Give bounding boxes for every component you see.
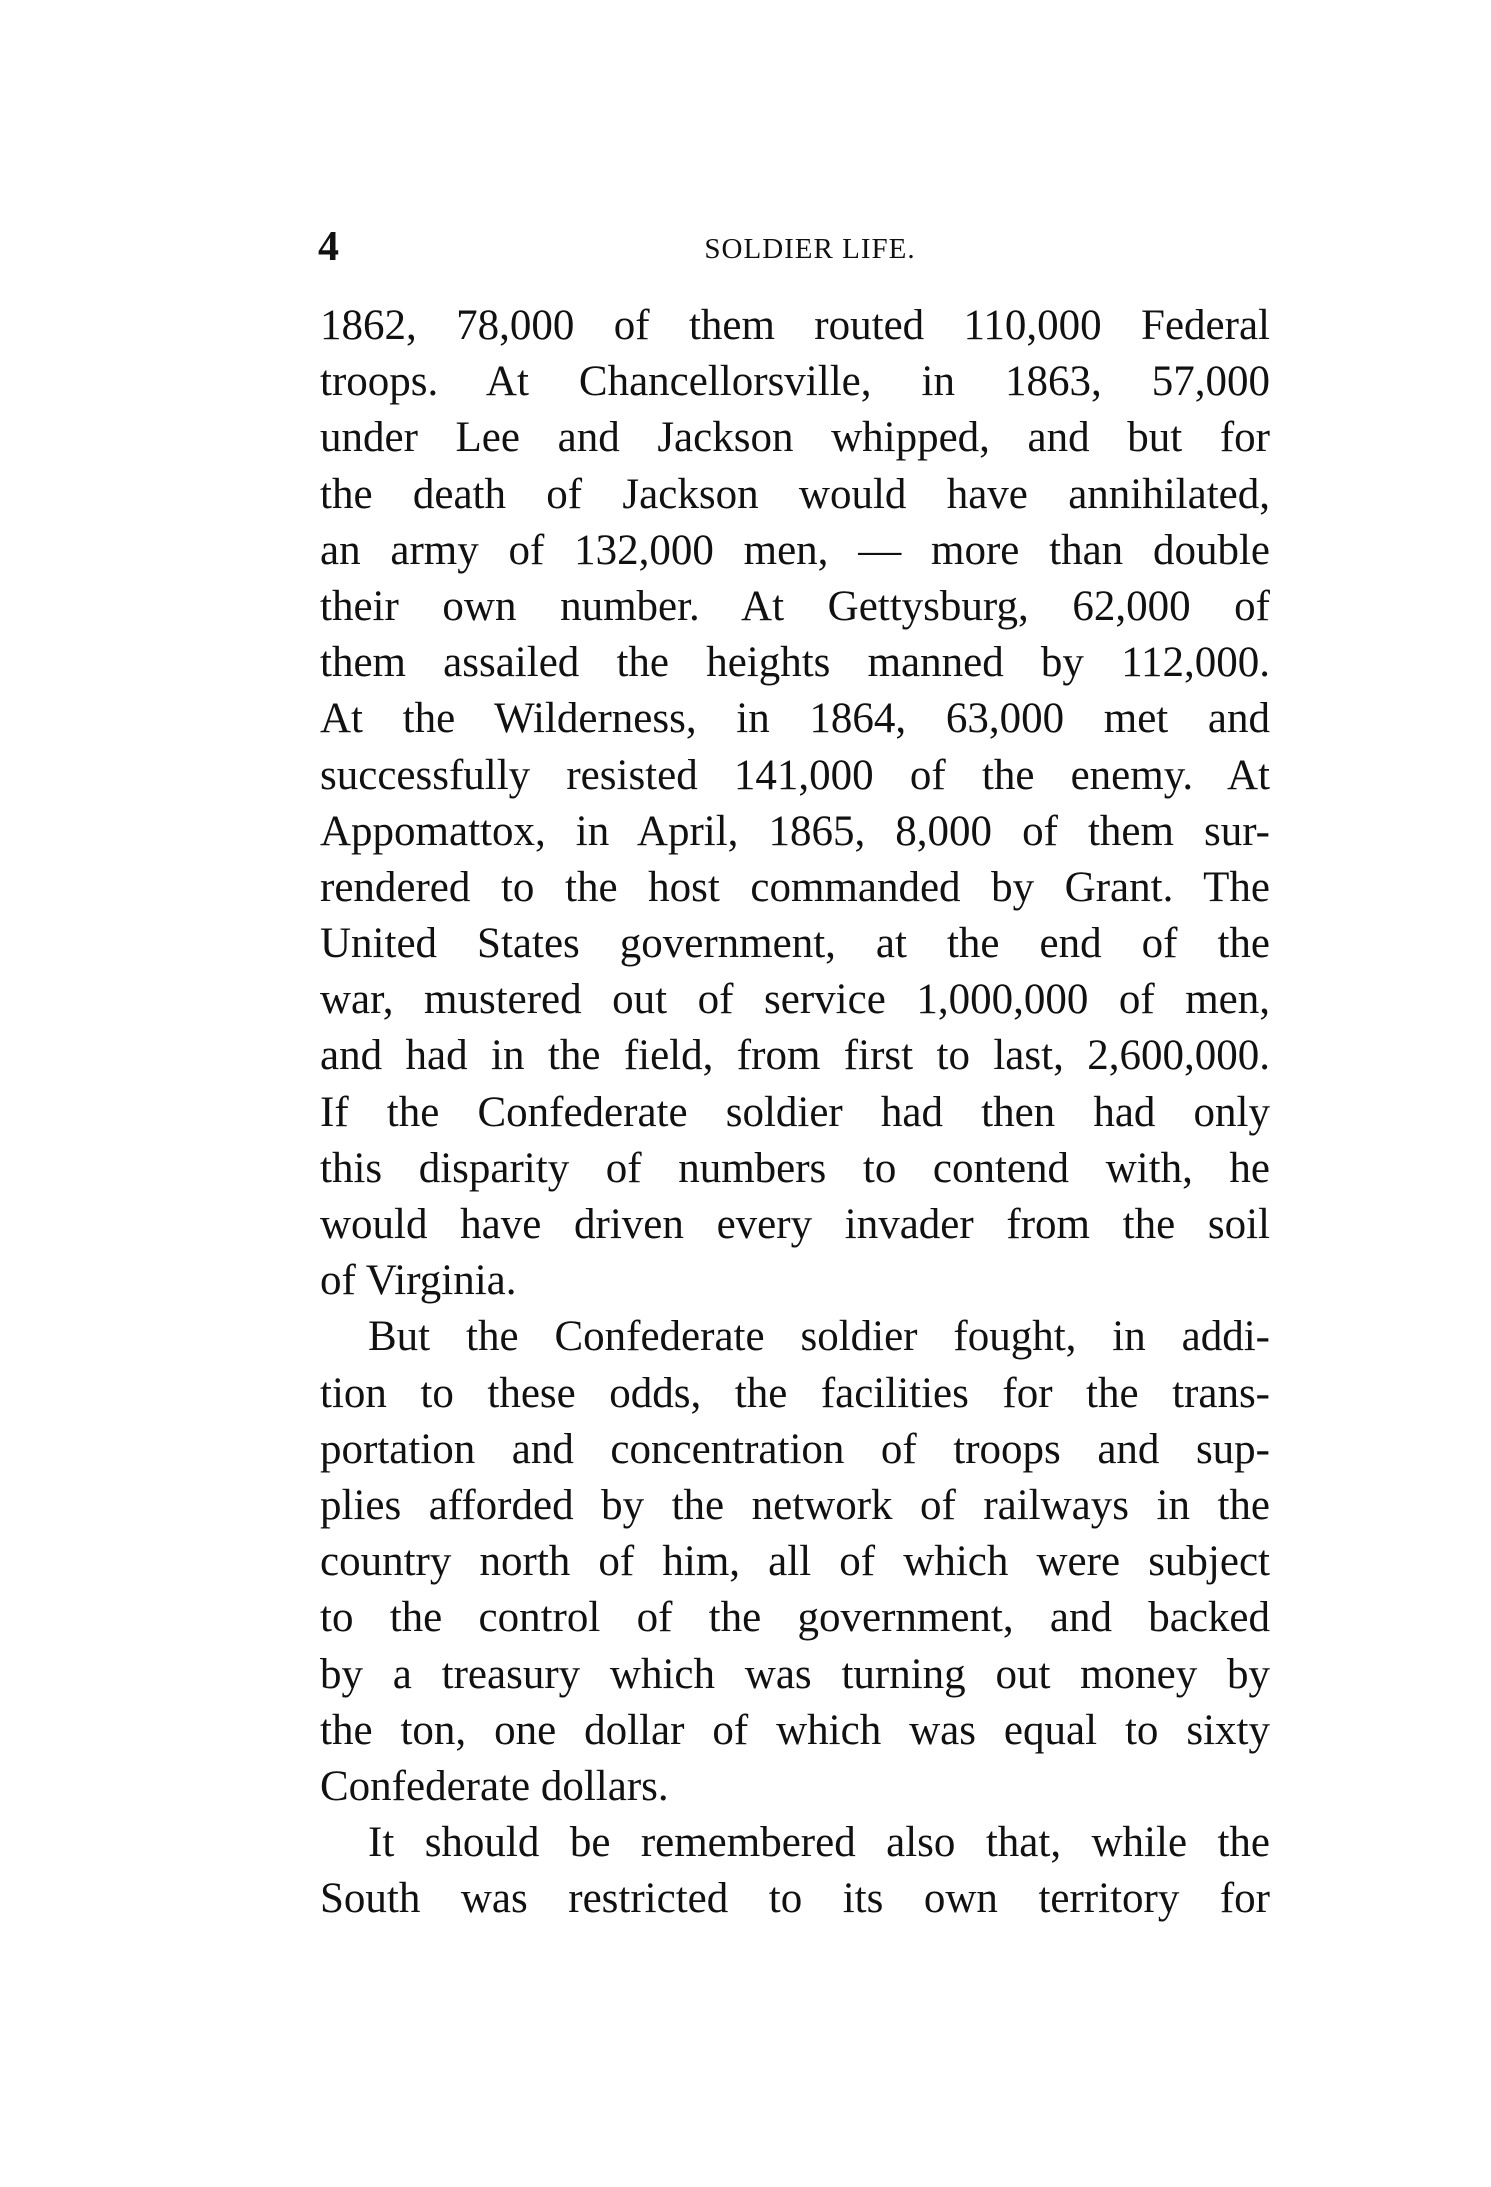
text-line: an army of 132,000 men, — more than double [320, 526, 1270, 574]
text-line: plies afforded by the network of railways in the [320, 1481, 1270, 1529]
paragraph [320, 298, 1270, 1309]
text-line: under Lee and Jackson whipped, and but for [320, 414, 1270, 462]
page-number: 4 [318, 224, 339, 270]
text-line: and had in the field, from first to last, 2,600,000. [320, 1032, 1270, 1080]
text-line: successfully resisted 141,000 of the enemy. At [320, 751, 1270, 799]
paragraph [320, 1815, 1270, 1927]
text-line: this disparity of numbers to contend with, he [320, 1144, 1270, 1192]
running-title: SOLDIER LIFE. [704, 233, 916, 265]
text-line: country north of him, all of which were subject [320, 1538, 1270, 1586]
text-line: of Virginia. [320, 1257, 517, 1305]
text-line: their own number. At Gettysburg, 62,000 of [320, 582, 1270, 630]
text-line: the ton, one dollar of which was equal to sixty [320, 1706, 1270, 1754]
text-line: the death of Jackson would have annihilated, [320, 470, 1270, 518]
text-line: Confederate dollars. [320, 1762, 669, 1810]
text-line: them assailed the heights manned by 112,000. [320, 639, 1270, 687]
page-header [318, 222, 1272, 272]
text-line: tion to these odds, the facilities for the trans- [320, 1369, 1270, 1417]
text-line: war, mustered out of service 1,000,000 of men, [320, 976, 1270, 1024]
text-line: Appomattox, in April, 1865, 8,000 of them sur- [320, 807, 1270, 855]
text-line: to the control of the government, and backed [320, 1594, 1270, 1642]
body-text [320, 298, 1270, 1927]
text-line: portation and concentration of troops and sup- [320, 1425, 1270, 1473]
text-line: South was restricted to its own territory for [320, 1875, 1270, 1923]
text-line: But the Confederate soldier fought, in addi- [368, 1313, 1270, 1361]
text-line: troops. At Chancellorsville, in 1863, 57,000 [320, 358, 1270, 406]
text-line: United States government, at the end of the [320, 920, 1270, 968]
text-line: If the Confederate soldier had then had only [320, 1088, 1270, 1136]
text-line: It should be remembered also that, while the [368, 1819, 1270, 1867]
text-line: by a treasury which was turning out money by [320, 1650, 1270, 1698]
text-line: 1862, 78,000 of them routed 110,000 Federal [320, 302, 1270, 349]
text-line: would have driven every invader from the soil [320, 1201, 1270, 1248]
text-line: rendered to the host commanded by Grant. The [320, 863, 1270, 911]
text-line: At the Wilderness, in 1864, 63,000 met and [320, 695, 1270, 743]
paragraph [320, 1309, 1270, 1815]
